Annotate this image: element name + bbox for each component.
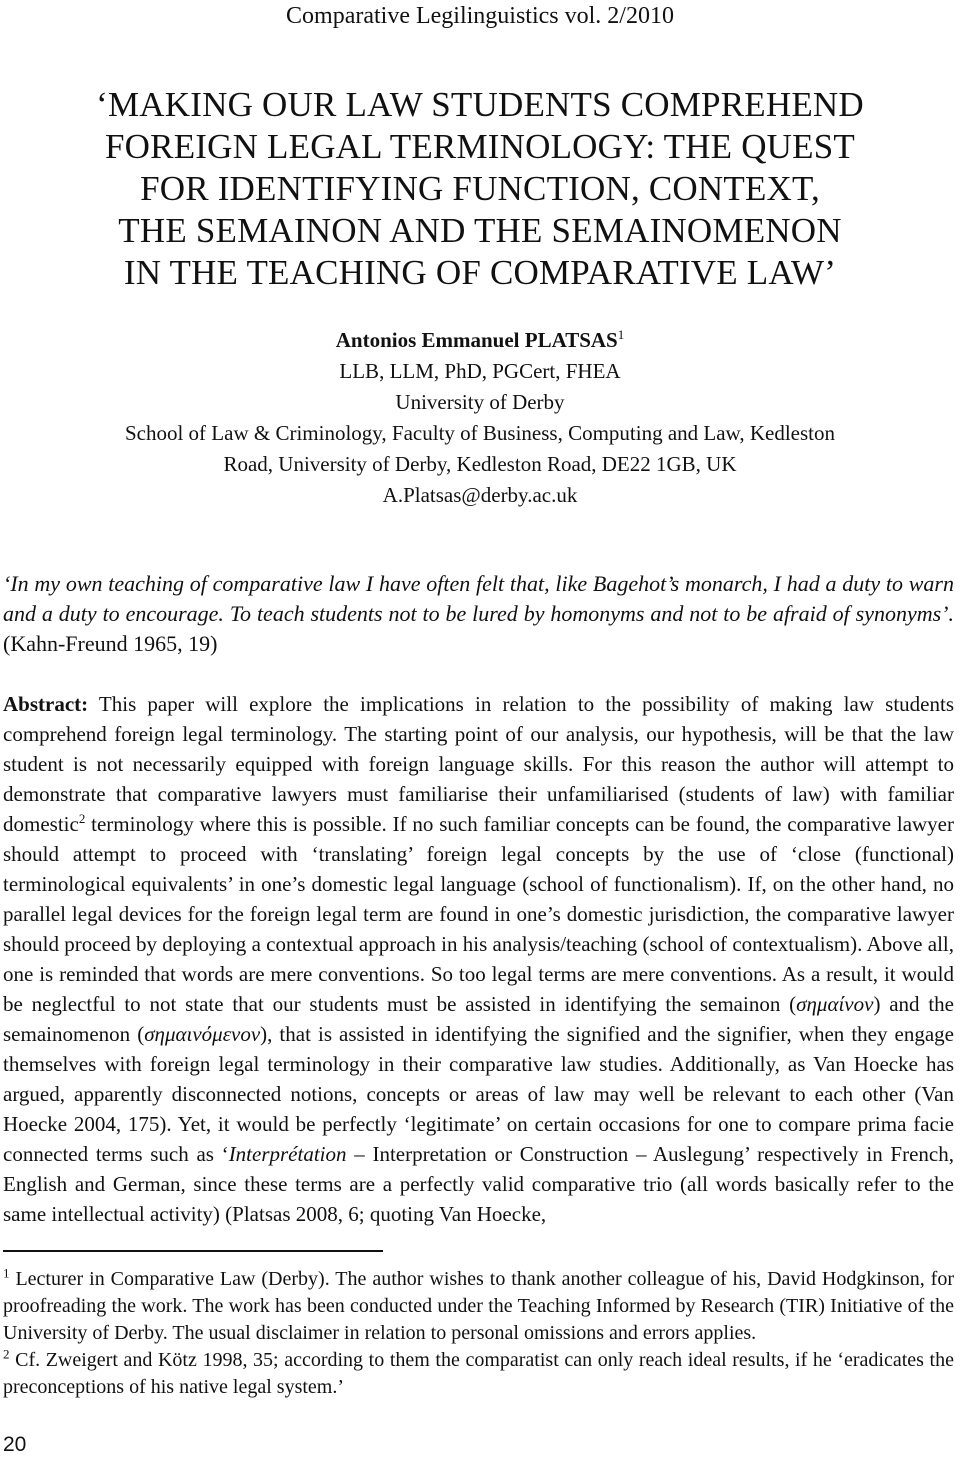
greek-term: σημαινόμενον	[144, 1022, 261, 1046]
footnote-rule	[3, 1250, 383, 1252]
footnote-mark: 2	[3, 1346, 10, 1362]
italic-term: Interprétation	[228, 1142, 347, 1166]
author-email: A.Platsas@derby.ac.uk	[382, 483, 578, 507]
abstract-label: Abstract:	[3, 692, 89, 716]
author-credentials: LLB, LLM, PhD, PGCert, FHEA	[339, 359, 621, 383]
footnote-2	[3, 1347, 954, 1401]
title-line: FOREIGN LEGAL TERMINOLOGY: THE QUEST	[105, 127, 855, 166]
author-block	[0, 325, 960, 511]
abstract	[3, 689, 954, 1229]
abstract-text: ), that is assisted in identifying the signified and the signifier, when they engage themselves with foreign legal terminology in their comparative law studies. Additionally, as Van Hoecke has argued, apparently disconnected notions, concepts or areas of law may well be relevant to each other (Van Hoecke 2004, 175). Yet, it would be perfectly ‘legitimate’ on certain occasions for one to compare prima facie connected terms such as ‘	[3, 1022, 954, 1166]
abstract-text: terminology where this is possible. If no such familiar concepts can be found, the comparative lawyer should attempt to proceed with ‘translating’ foreign legal concepts by the use of ‘close (functional) terminological equivalents’ in one’s domestic legal language (school of functionalism). If, on the other hand, no parallel legal devices for the foreign legal term are found in one’s domestic jurisdiction, the comparative lawyer should proceed by deploying a contextual approach in his analysis/teaching (school of contextualism). Above all, one is reminded that words are mere conventions. So too legal terms are mere conventions. As a result, it would be neglectful to not state that our students must be assisted in identifying the semainon (	[3, 812, 954, 1016]
author-address-line: School of Law & Criminology, Faculty of Business, Computing and Law, Kedleston	[124, 421, 836, 445]
author-address-line: Road, University of Derby, Kedleston Road, DE22 1GB, UK	[223, 452, 737, 476]
footnote-text: Lecturer in Comparative Law (Derby). The author wishes to thank another colleague of his, David Hodgkinson, for proofreading the work. The work has been conducted under the Teaching Informed by Research (TIR) Initiative of the University of Derby. The usual disclaimer in relation to personal omissions and errors applies.	[3, 1268, 954, 1344]
author-institution: University of Derby	[395, 390, 565, 414]
title-line: ‘MAKING OUR LAW STUDENTS COMPREHEND	[96, 85, 864, 124]
footnote-1	[3, 1266, 954, 1347]
greek-term: σημαίνον	[796, 992, 874, 1016]
epigraph-citation: (Kahn-Freund 1965, 19)	[3, 631, 218, 656]
author-footnote-mark: 1	[617, 327, 625, 342]
footnote-mark: 1	[3, 1265, 10, 1281]
epigraph-quote: ‘In my own teaching of comparative law I have often felt that, like Bagehot’s monarch, I had a duty to warn and a duty to encourage. To teach students not to be lured by homonyms and not to be afraid of synonyms’.	[3, 571, 954, 626]
footnotes	[3, 1266, 954, 1401]
abstract-footnote-mark: 2	[78, 811, 86, 826]
page-number: 20	[3, 1433, 27, 1456]
abstract-text: – Interpretation or Construction – Auslegung’ respectively in French, English and German, since these terms are a perfectly valid comparative trio (all words basically refer to the same intellectual activity) (Platsas 2008, 6; quoting Van Hoecke,	[3, 1142, 954, 1226]
title-line: FOR IDENTIFYING FUNCTION, CONTEXT,	[140, 169, 820, 208]
author-name: Antonios Emmanuel PLATSAS	[335, 328, 618, 352]
journal-header	[0, 2, 960, 30]
abstract-text: ) and the semainomenon (	[3, 992, 954, 1046]
author-line	[0, 325, 960, 356]
title-line: IN THE TEACHING OF COMPARATIVE LAW’	[123, 253, 837, 292]
footnote-text: Cf. Zweigert and Kötz 1998, 35; according to them the comparatist can only reach ideal results, if he ‘eradicates the preconceptions of his native legal system.’	[3, 1349, 954, 1398]
title-line: THE SEMAINON AND THE SEMAINOMENON	[118, 211, 842, 250]
article-title	[30, 84, 930, 294]
journal-title: Comparative Legilinguistics vol. 2/2010	[286, 3, 674, 29]
abstract-text: This paper will explore the implications in relation to the possibility of making law students comprehend foreign legal terminology. The starting point of our analysis, our hypothesis, will be that the law student is not necessarily equipped with foreign language skills. For this reason the author will attempt to demonstrate that comparative lawyers must familiarise their unfamiliarised (students of law) with familiar domestic	[3, 692, 954, 836]
epigraph	[3, 569, 954, 659]
